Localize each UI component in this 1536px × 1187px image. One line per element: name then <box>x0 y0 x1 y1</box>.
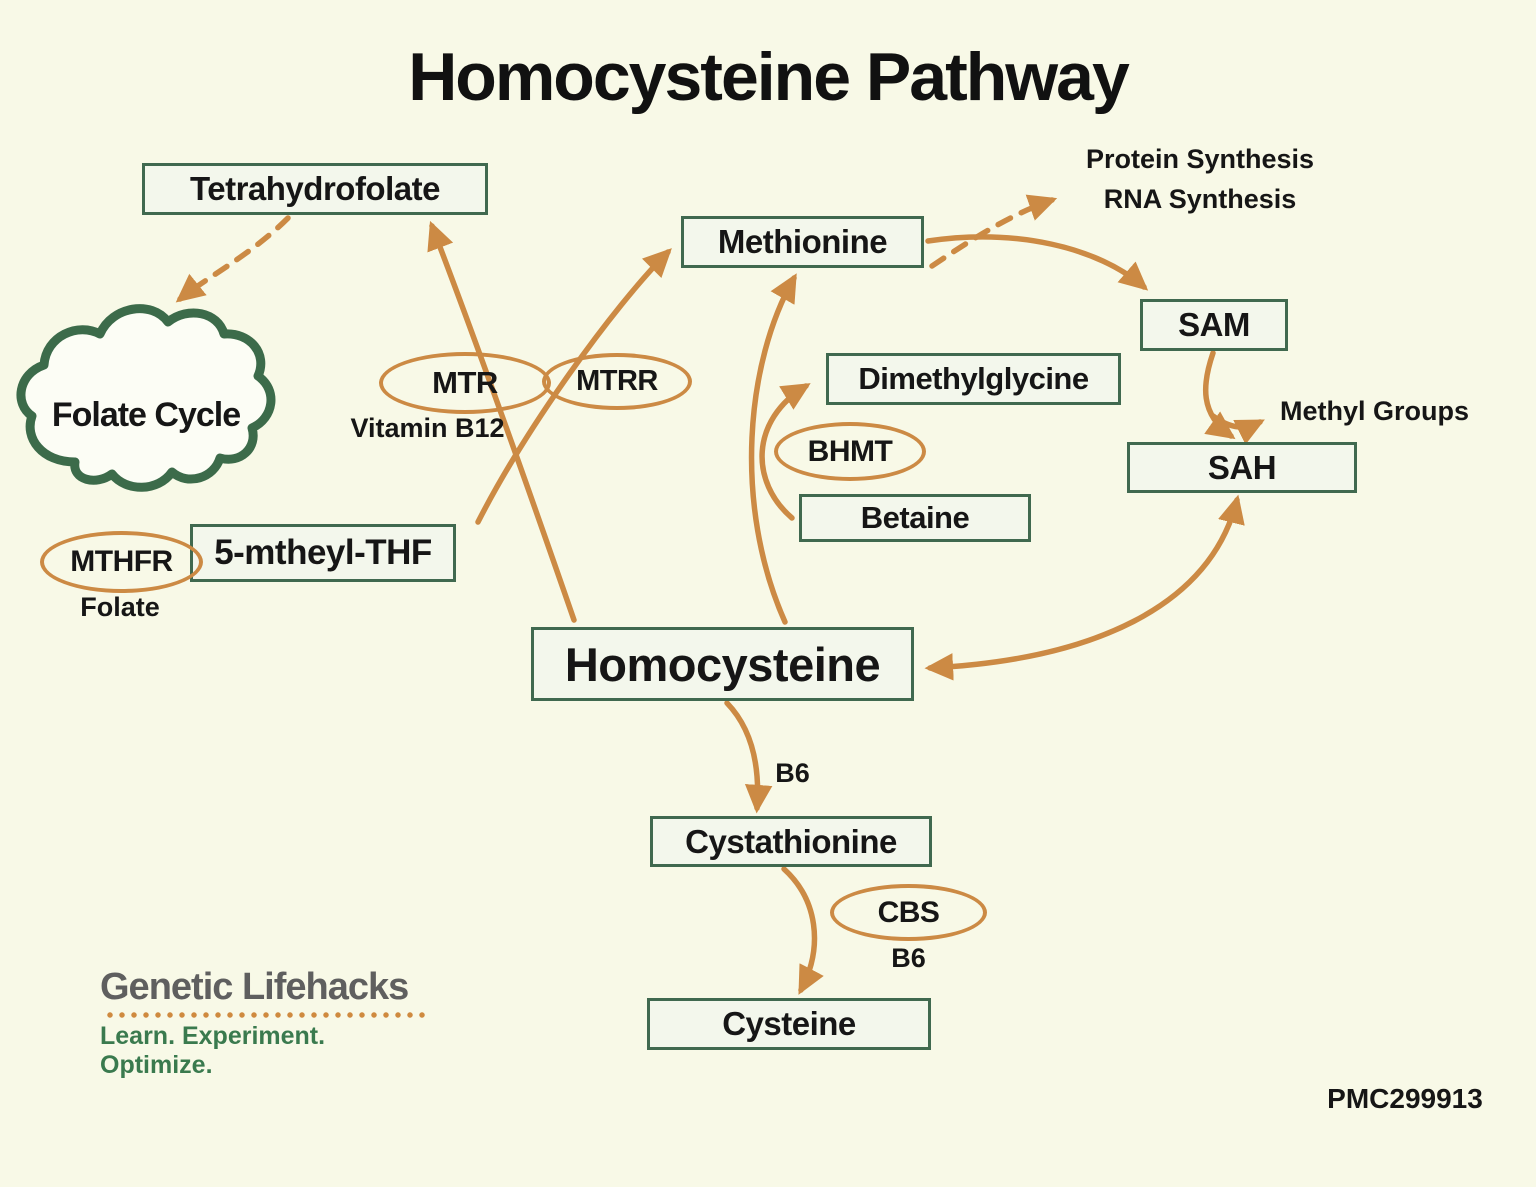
node-box-dimethylglycine: Dimethylglycine <box>826 353 1121 405</box>
node-box-cystathionine: Cystathionine <box>650 816 932 867</box>
node-box-5-methyl-thf: 5-mtheyl-THF <box>190 524 456 582</box>
node-box-betaine: Betaine <box>799 494 1031 542</box>
enzyme-ellipse-mthfr: MTHFR <box>40 531 203 593</box>
logo-tagline: Learn. Experiment. Optimize. <box>100 1022 326 1079</box>
label-vitamin-b12: Vitamin B12 <box>350 413 505 443</box>
arrow-cystathionine-to-cysteine <box>784 869 814 990</box>
node-box-cysteine: Cysteine <box>647 998 931 1050</box>
arrow-methionine-to-protein-synthesis <box>932 200 1052 266</box>
node-box-homocysteine: Homocysteine <box>531 627 914 701</box>
label-b6-upper: B6 <box>775 758 810 788</box>
enzyme-ellipse-mtr: MTR <box>379 352 551 414</box>
enzyme-ellipse-cbs: CBS <box>830 884 987 941</box>
label-attribution: PMC299913 <box>1327 1083 1483 1114</box>
node-box-methionine: Methionine <box>681 216 924 268</box>
node-box-sah: SAH <box>1127 442 1357 493</box>
enzyme-ellipse-bhmt: BHMT <box>774 422 926 481</box>
label-b6-lower: B6 <box>891 943 926 973</box>
label-rna-synthesis: RNA Synthesis <box>1103 184 1297 214</box>
arrow-homocysteine-to-cystathionine <box>727 703 758 808</box>
arrow-tetrahydrofolate-to-folate-cycle <box>180 218 288 299</box>
genetic-lifehacks-logo <box>100 966 440 1080</box>
label-methyl-groups: Methyl Groups <box>1280 396 1470 426</box>
label-protein-synthesis: Protein Synthesis <box>1085 144 1315 174</box>
enzyme-ellipse-mtrr: MTRR <box>542 353 692 410</box>
node-box-sam: SAM <box>1140 299 1288 351</box>
node-box-tetrahydrofolate: Tetrahydrofolate <box>142 163 488 215</box>
label-folate-cycle: Folate Cycle <box>51 396 241 434</box>
logo-dotted-divider <box>106 1011 426 1020</box>
page-title: Homocysteine Pathway <box>408 39 1128 115</box>
logo-name: Genetic Lifehacks <box>100 966 409 1008</box>
label-folate: Folate <box>80 592 160 622</box>
